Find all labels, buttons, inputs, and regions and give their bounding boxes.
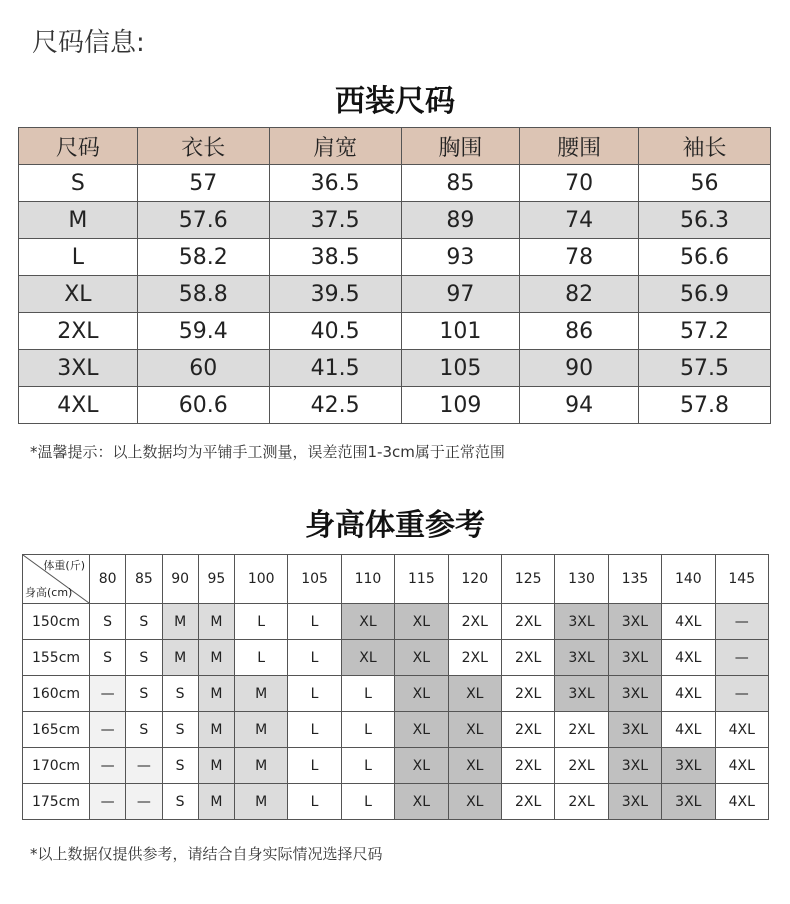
measure-cell: 57.8 (639, 387, 771, 424)
size-cell: S (19, 165, 138, 202)
table-row (19, 276, 771, 313)
height-cell: 160cm (23, 676, 90, 712)
measure-cell: 57 (137, 165, 269, 202)
measure-cell: 56.6 (639, 239, 771, 276)
size-cell: XL (395, 676, 448, 712)
size-cell: S (162, 676, 198, 712)
size-cell: 2XL (448, 604, 501, 640)
size-cell: S (162, 748, 198, 784)
measure-cell: 38.5 (269, 239, 401, 276)
measure-cell: 56 (639, 165, 771, 202)
size-cell: 3XL (555, 676, 608, 712)
table-row (23, 604, 769, 640)
size-cell: S (126, 676, 162, 712)
header-cell: 肩宽 (269, 128, 401, 165)
size-cell: M (162, 640, 198, 676)
weight-header-cell: 100 (235, 555, 288, 604)
size-cell: XL (395, 604, 448, 640)
size-cell: S (126, 604, 162, 640)
size-cell: 2XL (19, 313, 138, 350)
measure-cell: 36.5 (269, 165, 401, 202)
size-cell: 2XL (555, 748, 608, 784)
weight-header-cell: 135 (608, 555, 661, 604)
table-row (19, 165, 771, 202)
measure-cell: 42.5 (269, 387, 401, 424)
weight-header-cell: 125 (501, 555, 554, 604)
weight-header-cell: 120 (448, 555, 501, 604)
measure-cell: 39.5 (269, 276, 401, 313)
weight-header-cell: 145 (715, 555, 768, 604)
size-cell: M (235, 748, 288, 784)
size-cell: 2XL (501, 748, 554, 784)
size-cell: 2XL (501, 640, 554, 676)
measure-cell: 86 (520, 313, 639, 350)
size-cell: 2XL (448, 640, 501, 676)
table-row (19, 350, 771, 387)
weight-header-cell: 80 (90, 555, 126, 604)
measure-cell: 89 (401, 202, 520, 239)
measure-cell: 37.5 (269, 202, 401, 239)
measure-cell: 57.2 (639, 313, 771, 350)
size-cell: 4XL (715, 784, 768, 820)
height-cell: 155cm (23, 640, 90, 676)
size-cell: L (288, 712, 341, 748)
corner-cell (23, 555, 90, 604)
table-row (19, 202, 771, 239)
size-cell: 4XL (662, 640, 715, 676)
table-row (23, 748, 769, 784)
size-cell: M (198, 784, 234, 820)
weight-header-cell: 115 (395, 555, 448, 604)
measure-cell: 109 (401, 387, 520, 424)
size-cell: — (90, 712, 126, 748)
size-cell: 3XL (608, 712, 661, 748)
measure-cell: 85 (401, 165, 520, 202)
reference-note: *以上数据仅提供参考，请结合自身实际情况选择尺码 (30, 845, 383, 863)
weight-header-cell: 110 (341, 555, 394, 604)
size-cell: 3XL (555, 640, 608, 676)
size-cell: S (126, 640, 162, 676)
measure-cell: 58.2 (137, 239, 269, 276)
height-cell: 175cm (23, 784, 90, 820)
table-header-row (23, 555, 769, 604)
table-row (19, 313, 771, 350)
size-cell: 2XL (501, 604, 554, 640)
size-cell: 3XL (608, 748, 661, 784)
size-cell: 4XL (19, 387, 138, 424)
table-row (23, 676, 769, 712)
size-cell: XL (395, 712, 448, 748)
size-cell: XL (19, 276, 138, 313)
size-cell: — (90, 784, 126, 820)
suit-size-title: 西装尺码 (335, 84, 455, 119)
size-cell: XL (395, 748, 448, 784)
measure-cell: 40.5 (269, 313, 401, 350)
size-cell: S (90, 640, 126, 676)
size-cell: 4XL (662, 676, 715, 712)
size-cell: — (126, 748, 162, 784)
size-cell: XL (448, 676, 501, 712)
header-cell: 胸围 (401, 128, 520, 165)
measure-cell: 105 (401, 350, 520, 387)
size-cell: — (90, 748, 126, 784)
table-row (19, 239, 771, 276)
size-cell: — (715, 640, 768, 676)
measure-cell: 90 (520, 350, 639, 387)
section-heading: 尺码信息: (32, 28, 145, 58)
size-cell: 3XL (608, 676, 661, 712)
measure-cell: 94 (520, 387, 639, 424)
size-cell: M (162, 604, 198, 640)
measure-cell: 41.5 (269, 350, 401, 387)
size-cell: XL (395, 784, 448, 820)
suit-size-table (18, 127, 771, 424)
measure-cell: 93 (401, 239, 520, 276)
size-cell: S (162, 784, 198, 820)
measure-cell: 60 (137, 350, 269, 387)
size-cell: L (341, 676, 394, 712)
weight-header-cell: 140 (662, 555, 715, 604)
size-cell: 4XL (715, 712, 768, 748)
size-cell: — (715, 676, 768, 712)
weight-header-cell: 85 (126, 555, 162, 604)
size-cell: XL (448, 784, 501, 820)
measure-cell: 57.6 (137, 202, 269, 239)
size-cell: M (198, 676, 234, 712)
size-cell: L (288, 640, 341, 676)
size-cell: M (198, 748, 234, 784)
size-cell: XL (341, 640, 394, 676)
size-cell: 3XL (662, 784, 715, 820)
size-cell: M (198, 640, 234, 676)
size-cell: — (715, 604, 768, 640)
weight-header-cell: 130 (555, 555, 608, 604)
size-cell: L (288, 604, 341, 640)
size-cell: 2XL (501, 676, 554, 712)
size-cell: XL (448, 748, 501, 784)
height-weight-title: 身高体重参考 (305, 508, 485, 543)
measure-cell: 101 (401, 313, 520, 350)
measure-cell: 97 (401, 276, 520, 313)
measure-cell: 60.6 (137, 387, 269, 424)
weight-header-cell: 95 (198, 555, 234, 604)
size-cell: L (235, 640, 288, 676)
measure-cell: 57.5 (639, 350, 771, 387)
height-cell: 150cm (23, 604, 90, 640)
size-cell: M (19, 202, 138, 239)
size-cell: 3XL (608, 604, 661, 640)
size-cell: M (235, 676, 288, 712)
height-cell: 165cm (23, 712, 90, 748)
weight-axis-label: 体重(斤) (43, 559, 85, 572)
size-cell: XL (395, 640, 448, 676)
measure-cell: 74 (520, 202, 639, 239)
table-header-row (19, 128, 771, 165)
size-cell: 4XL (662, 604, 715, 640)
size-cell: 3XL (662, 748, 715, 784)
size-cell: L (235, 604, 288, 640)
size-cell: L (19, 239, 138, 276)
size-cell: S (126, 712, 162, 748)
size-cell: 4XL (662, 712, 715, 748)
measurement-note: *温馨提示：以上数据均为平铺手工测量，误差范围1-3cm属于正常范围 (30, 443, 505, 461)
size-cell: XL (341, 604, 394, 640)
size-cell: S (90, 604, 126, 640)
size-cell: M (198, 712, 234, 748)
header-cell: 袖长 (639, 128, 771, 165)
size-cell: 3XL (608, 640, 661, 676)
table-row (23, 712, 769, 748)
measure-cell: 82 (520, 276, 639, 313)
size-cell: L (288, 784, 341, 820)
size-cell: 2XL (555, 712, 608, 748)
size-cell: 2XL (555, 784, 608, 820)
size-cell: — (90, 676, 126, 712)
size-cell: L (341, 784, 394, 820)
table-row (23, 640, 769, 676)
height-cell: 170cm (23, 748, 90, 784)
weight-header-cell: 105 (288, 555, 341, 604)
weight-header-cell: 90 (162, 555, 198, 604)
size-cell: S (162, 712, 198, 748)
measure-cell: 58.8 (137, 276, 269, 313)
size-cell: XL (448, 712, 501, 748)
header-cell: 尺码 (19, 128, 138, 165)
table-row (19, 387, 771, 424)
size-cell: L (341, 712, 394, 748)
size-cell: M (235, 712, 288, 748)
size-cell: M (198, 604, 234, 640)
size-cell: L (288, 748, 341, 784)
measure-cell: 70 (520, 165, 639, 202)
size-cell: 2XL (501, 712, 554, 748)
measure-cell: 56.3 (639, 202, 771, 239)
size-cell: L (288, 676, 341, 712)
size-cell: L (341, 748, 394, 784)
height-weight-table (22, 554, 769, 820)
height-axis-label: 身高(cm) (25, 586, 73, 599)
size-cell: 4XL (715, 748, 768, 784)
table-row (23, 784, 769, 820)
size-cell: 3XL (19, 350, 138, 387)
size-cell: — (126, 784, 162, 820)
size-cell: 3XL (555, 604, 608, 640)
measure-cell: 56.9 (639, 276, 771, 313)
size-cell: M (235, 784, 288, 820)
size-cell: 3XL (608, 784, 661, 820)
measure-cell: 59.4 (137, 313, 269, 350)
header-cell: 腰围 (520, 128, 639, 165)
header-cell: 衣长 (137, 128, 269, 165)
size-cell: 2XL (501, 784, 554, 820)
measure-cell: 78 (520, 239, 639, 276)
